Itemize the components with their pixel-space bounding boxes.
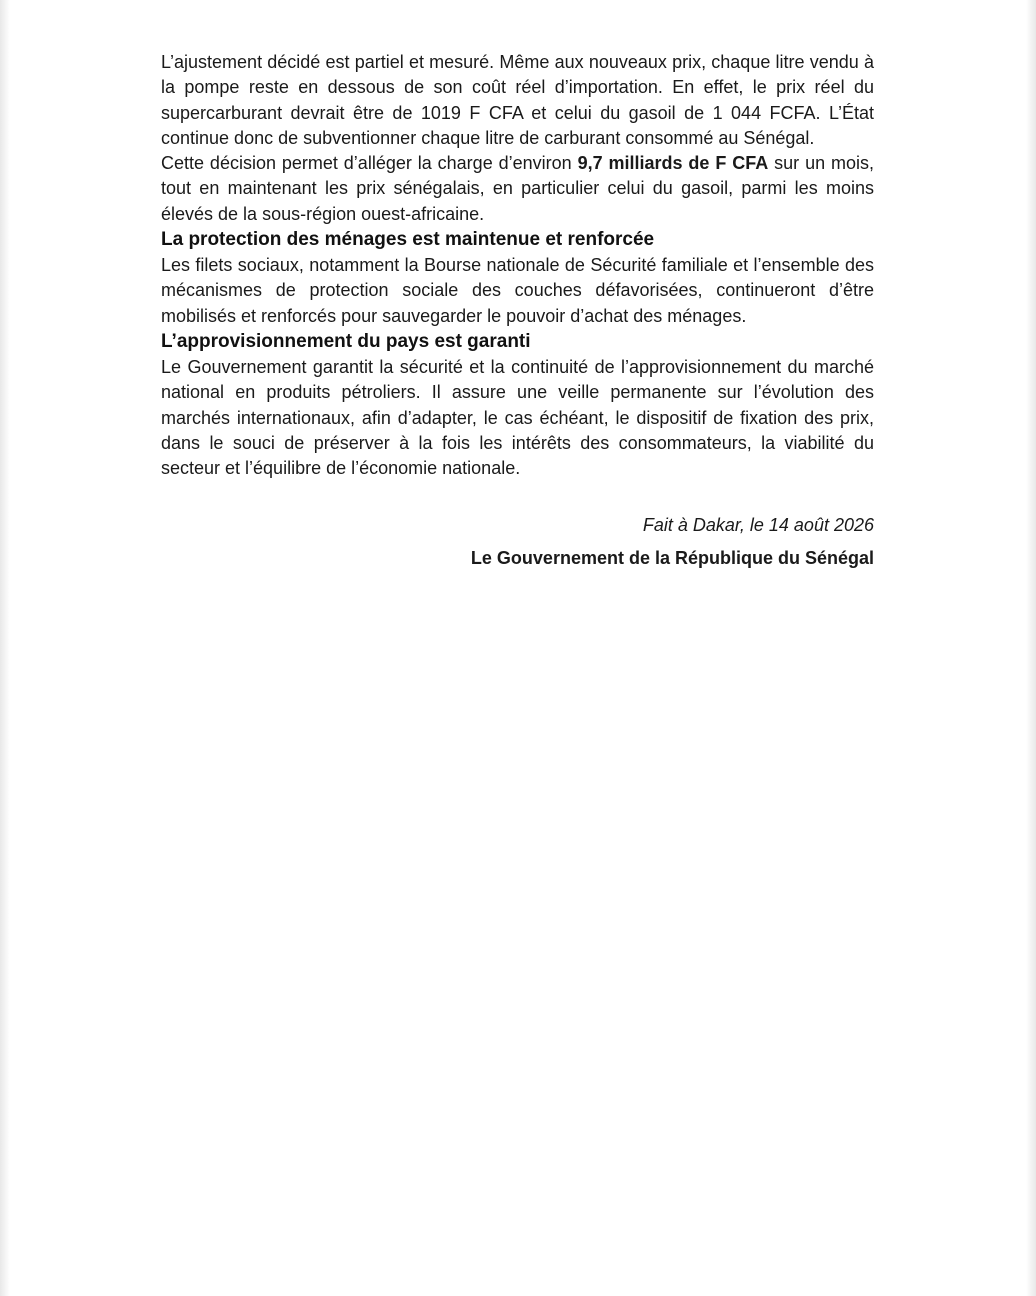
paragraph-budget-relief bbox=[161, 151, 874, 227]
paragraph-supply-guaranteed: Le Gouvernement garantit la sécurité et la continuité de l’approvisionnement du marché national en produits pétroliers. Il assure une veille permanente sur l’évolution des marchés internationaux, afin d’adapter, le cas échéant, le dispositif de fixation des prix, dans le souci de préserver à la fois les intérêts des consommateurs, la viabilité du secteur et l’équilibre de l’économie nationale. bbox=[161, 356, 874, 479]
signature: Le Gouvernement de la République du Sénégal bbox=[470, 548, 874, 569]
paragraph-budget-relief-amount: 9,7 milliards de F CFA bbox=[577, 153, 769, 174]
heading-supply-guaranteed: L’approvisionnement du pays est garanti bbox=[161, 330, 531, 352]
heading-households-protection: La protection des ménages est maintenue et renforcée bbox=[161, 229, 655, 251]
document-body bbox=[161, 50, 874, 571]
place-and-date: Fait à Dakar, le 14 août 2026 bbox=[642, 515, 874, 536]
page-edge-left bbox=[0, 0, 10, 1296]
paragraph-households-protection: Les filets sociaux, notamment la Bourse nationale de Sécurité familiale et l’ensemble des mécanismes de protection sociale des couches défavorisées, continueront d’être mobilisés et renforcés pour sauvegarder le pouvoir d’achat des ménages. bbox=[161, 255, 874, 326]
paragraph-budget-relief-end: sur un mois, tout en maintenant les prix sénégalais, en particulier celui du gasoil, parmi les moins élevés de la sous-région ouest-africaine. bbox=[161, 153, 874, 224]
page-edge-right bbox=[1026, 0, 1036, 1296]
paragraph-price-adjustment: L’ajustement décidé est partiel et mesuré. Même aux nouveaux prix, chaque litre vendu à la pompe reste en dessous de son coût réel d’importation. En effet, le prix réel du supercarburant devrait être de 1019 F CFA et celui du gasoil de 1 044 FCFA. L’État continue donc de subventionner chaque litre de carburant consommé au Sénégal. bbox=[161, 52, 874, 148]
paragraph-budget-relief-start: Cette décision permet d’alléger la charge d’environ bbox=[161, 153, 578, 174]
